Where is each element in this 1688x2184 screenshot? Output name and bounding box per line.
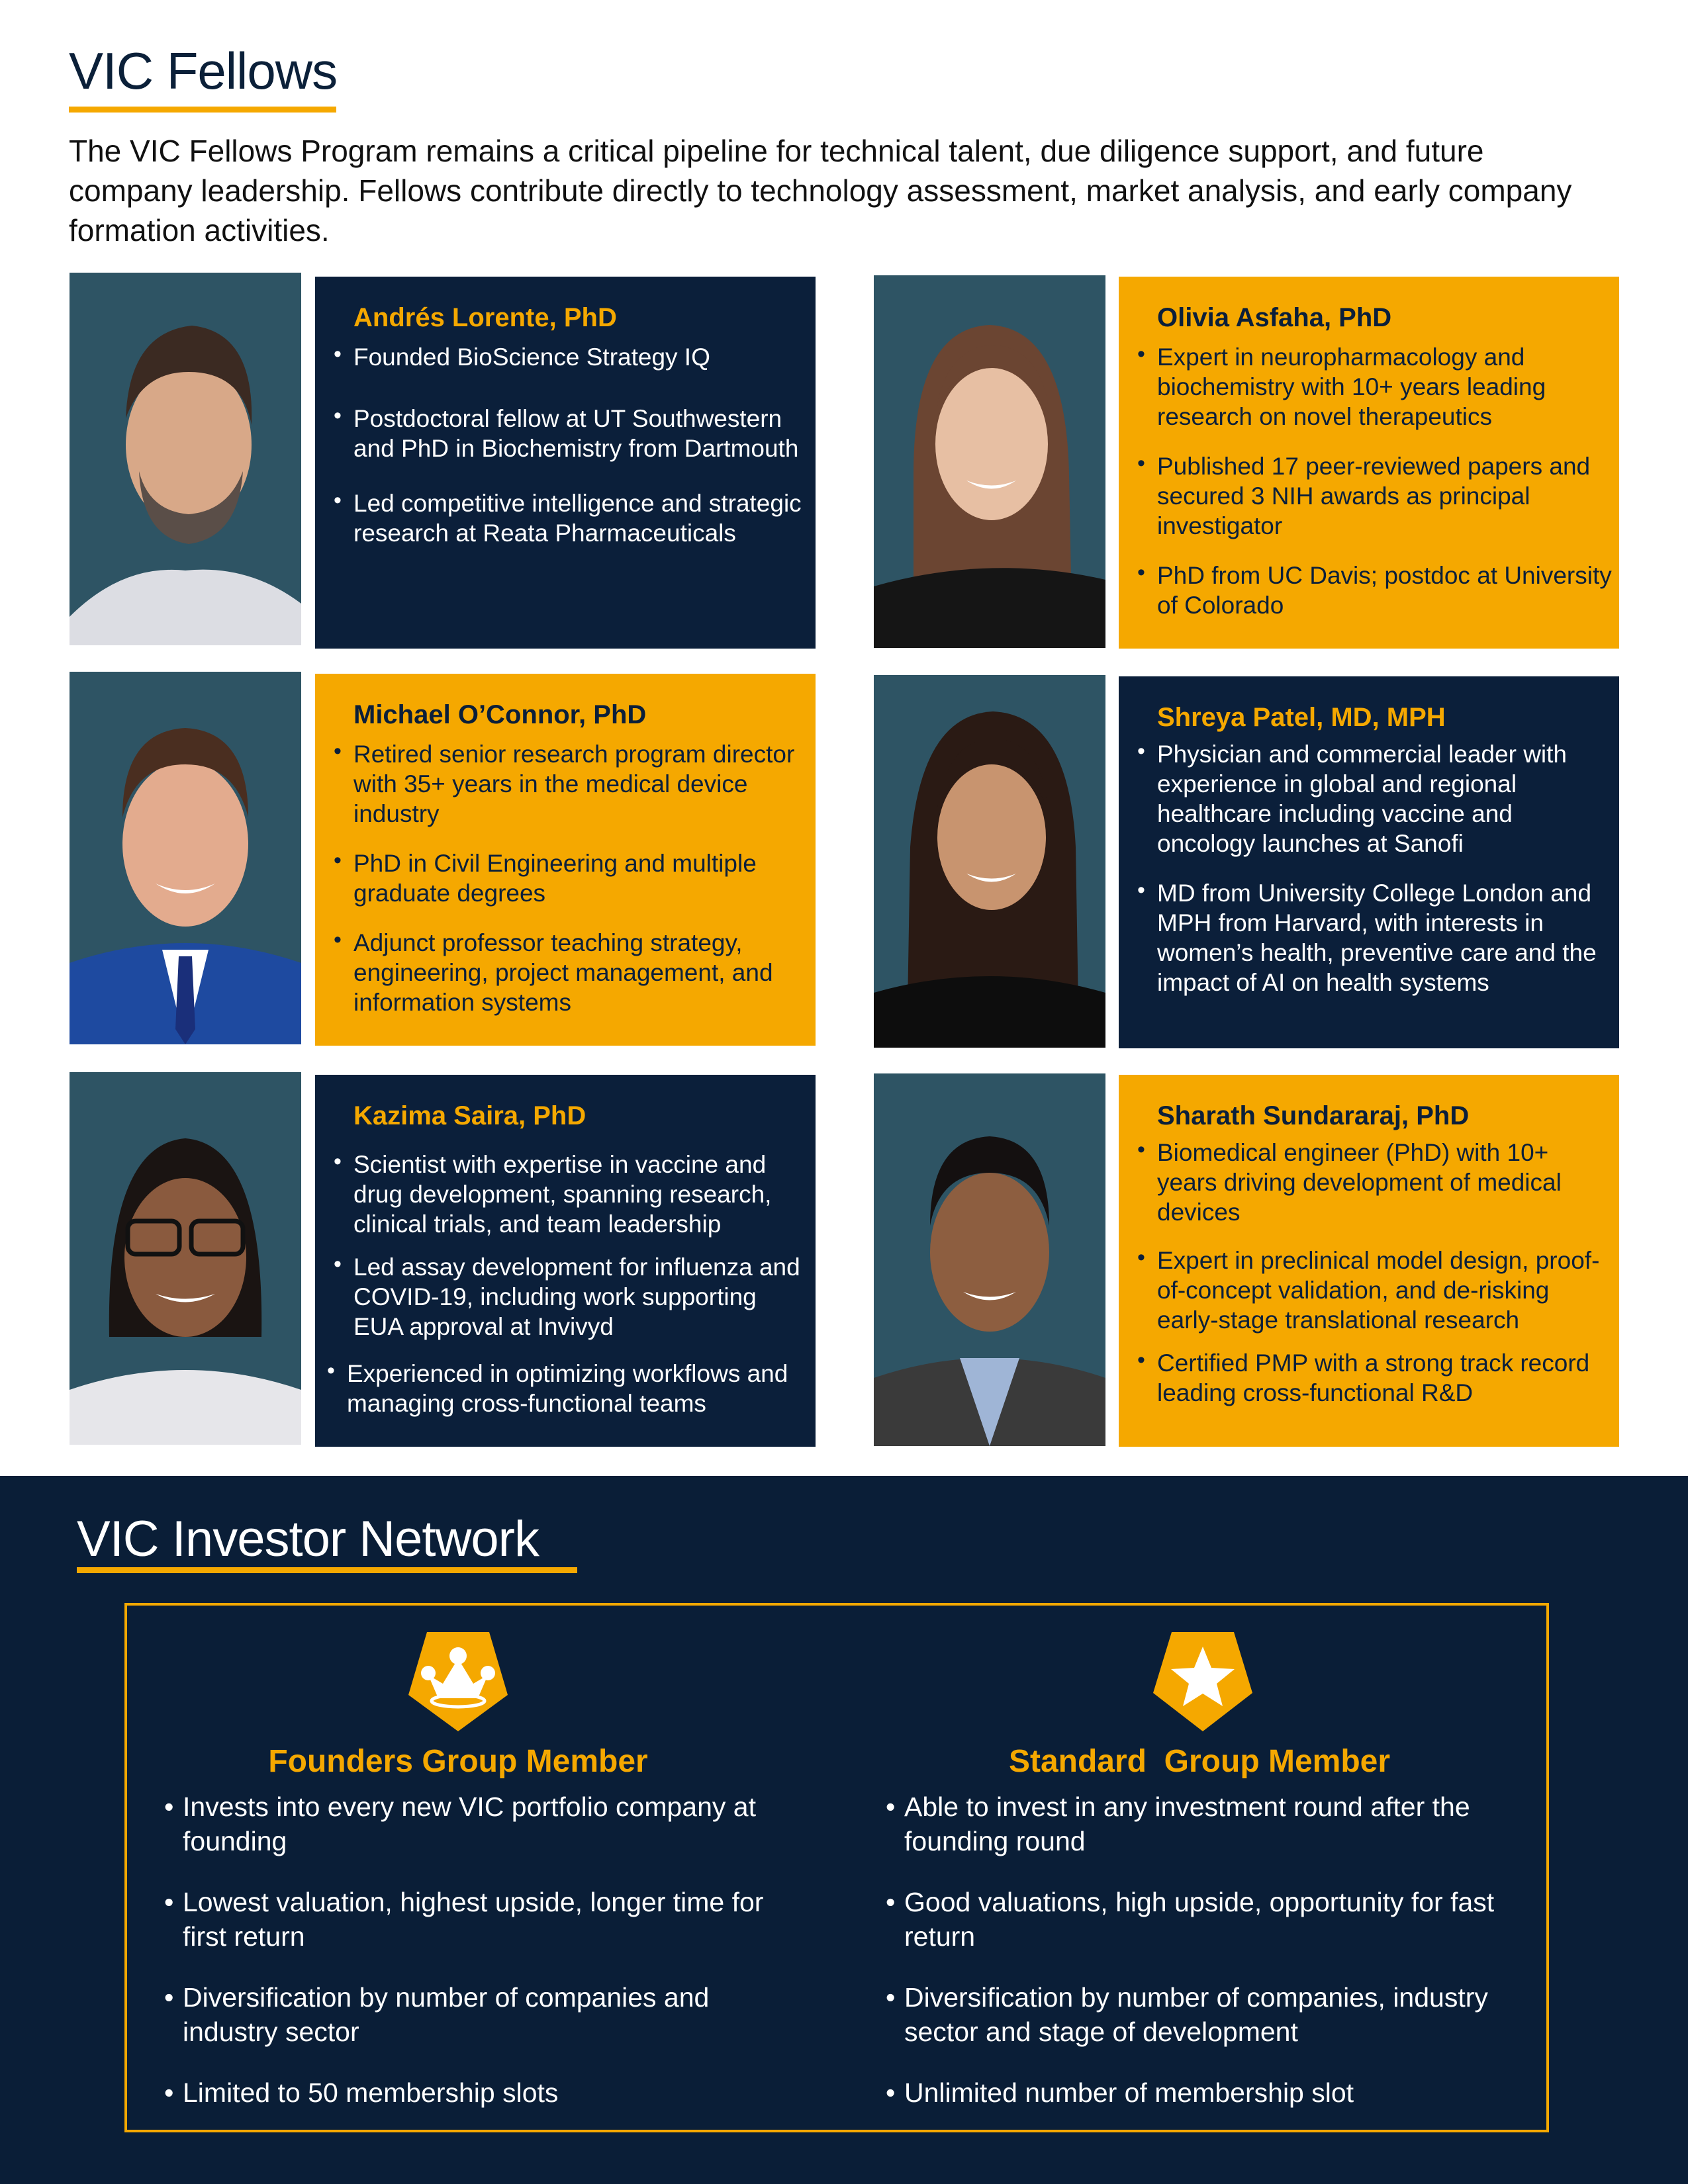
fellow-bullet: • Retired senior research program director with 35+ years in the medical device industry: [331, 739, 809, 829]
fellow-bullet: • Physician and commercial leader with experience in global and regional healthcare including vaccine and oncology launches at Sanofi: [1135, 739, 1613, 858]
fellow-card-kazima-saira: [315, 1075, 816, 1447]
fellow-bullet: • Postdoctoral fellow at UT Southwestern and PhD in Biochemistry from Dartmouth: [331, 404, 809, 463]
fellow-name: Olivia Asfaha, PhD: [1157, 303, 1392, 332]
fellow-name: Andrés Lorente, PhD: [353, 303, 617, 332]
fellow-name: Sharath Sundararaj, PhD: [1157, 1101, 1470, 1130]
fellow-bullets: [331, 1150, 809, 1418]
fellow-bullets: [1135, 1138, 1613, 1408]
fellow-photo-olivia-asfaha: [874, 275, 1105, 648]
fellow-bullet: • Scientist with expertise in vaccine and drug development, spanning research, clinical trials, and team leadership: [331, 1150, 809, 1239]
fellow-bullets: [1135, 739, 1613, 997]
fellow-photo-sharath-sundararaj: [874, 1073, 1105, 1446]
fellow-card-olivia-asfaha: [1119, 277, 1619, 649]
portrait-image: [874, 1073, 1105, 1446]
portrait-image: [70, 672, 301, 1044]
star-icon: [1153, 1632, 1252, 1731]
fellows-section-title: VIC Fellows: [69, 42, 338, 100]
title-underline: [77, 1567, 577, 1573]
fellow-bullet: • Led assay development for influenza and COVID-19, including work supporting EUA approval at Invivyd: [331, 1252, 809, 1342]
fellow-photo-andres-lorente: [70, 273, 301, 645]
fellow-photo-kazima-saira: [70, 1072, 301, 1445]
fellows-intro: The VIC Fellows Program remains a critical pipeline for technical talent, due diligence support, and future company leadership. Fellows contribute directly to technology assessment, market analysis, and early company formation activities.: [69, 134, 1572, 248]
investor-section-title: VIC Investor Network: [77, 1511, 539, 1567]
fellow-bullet: • PhD in Civil Engineering and multiple graduate degrees: [331, 848, 809, 908]
portrait-image: [70, 1072, 301, 1445]
investor-network-section: [0, 1476, 1688, 2184]
fellow-bullet: • Expert in neuropharmacology and biochemistry with 10+ years leading research on novel therapeutics: [1135, 342, 1613, 432]
fellow-bullets: [331, 739, 809, 1017]
tier-bullet: • Unlimited number of membership slot: [886, 2075, 1521, 2110]
fellow-card-andres-lorente: [315, 277, 816, 649]
fellow-bullet: • Published 17 peer-reviewed papers and secured 3 NIH awards as principal investigator: [1135, 451, 1613, 541]
fellow-bullet: • PhD from UC Davis; postdoc at University of Colorado: [1135, 561, 1613, 620]
tier-title: Standard Group Member: [1008, 1744, 1391, 1779]
fellow-card-shreya-patel: [1119, 676, 1619, 1048]
tier-standard-group: [849, 1606, 1511, 2130]
tier-bullets: [886, 1790, 1521, 2136]
fellow-card-michael-oconnor: [315, 674, 816, 1046]
fellow-bullet: • Adjunct professor teaching strategy, engineering, project management, and information systems: [331, 928, 809, 1017]
fellow-bullet: • Led competitive intelligence and strategic research at Reata Pharmaceuticals: [331, 488, 809, 548]
fellow-photo-shreya-patel: [874, 675, 1105, 1048]
tier-bullet: • Good valuations, high upside, opportunity for fast return: [886, 1885, 1521, 1954]
fellow-bullet: • Experienced in optimizing workflows and managing cross-functional teams: [324, 1359, 809, 1418]
tier-bullet: • Diversification by number of companies, industry sector and stage of development: [886, 1980, 1521, 2049]
tier-bullet: • Limited to 50 membership slots: [164, 2075, 800, 2110]
fellow-bullet: • Certified PMP with a strong track record leading cross-functional R&D: [1135, 1348, 1613, 1408]
fellow-bullets: [1135, 342, 1613, 620]
portrait-image: [70, 273, 301, 645]
fellow-photo-michael-oconnor: [70, 672, 301, 1044]
fellow-name: Shreya Patel, MD, MPH: [1157, 703, 1446, 732]
fellow-bullet: • Founded BioScience Strategy IQ: [331, 342, 809, 372]
tier-title: Founders Group Member: [268, 1744, 648, 1779]
tier-bullet: • Lowest valuation, highest upside, longer time for first return: [164, 1885, 800, 1954]
fellow-bullets: [331, 342, 809, 548]
fellow-bullet: • Biomedical engineer (PhD) with 10+ years driving development of medical devices: [1135, 1138, 1613, 1227]
crown-icon: [408, 1632, 508, 1731]
tier-bullet: • Diversification by number of companies and industry sector: [164, 1980, 800, 2049]
fellow-bullet: • Expert in preclinical model design, proof-of-concept validation, and de-risking early-stage translational research: [1135, 1246, 1613, 1335]
fellow-name: Michael O’Connor, PhD: [353, 700, 647, 729]
portrait-image: [874, 275, 1105, 648]
tier-bullets: [164, 1790, 800, 2136]
title-underline: [69, 107, 336, 113]
fellow-name: Kazima Saira, PhD: [353, 1101, 586, 1130]
fellow-bullet: • MD from University College London and MPH from Harvard, with interests in women’s health, preventive care and the impact of AI on health systems: [1135, 878, 1613, 997]
tier-bullet: • Able to invest in any investment round after the founding round: [886, 1790, 1521, 1858]
fellow-card-sharath-sundararaj: [1119, 1075, 1619, 1447]
membership-tiers-box: [124, 1603, 1549, 2132]
tier-founders-group: [127, 1606, 789, 2130]
portrait-image: [874, 675, 1105, 1048]
tier-bullet: • Invests into every new VIC portfolio company at founding: [164, 1790, 800, 1858]
